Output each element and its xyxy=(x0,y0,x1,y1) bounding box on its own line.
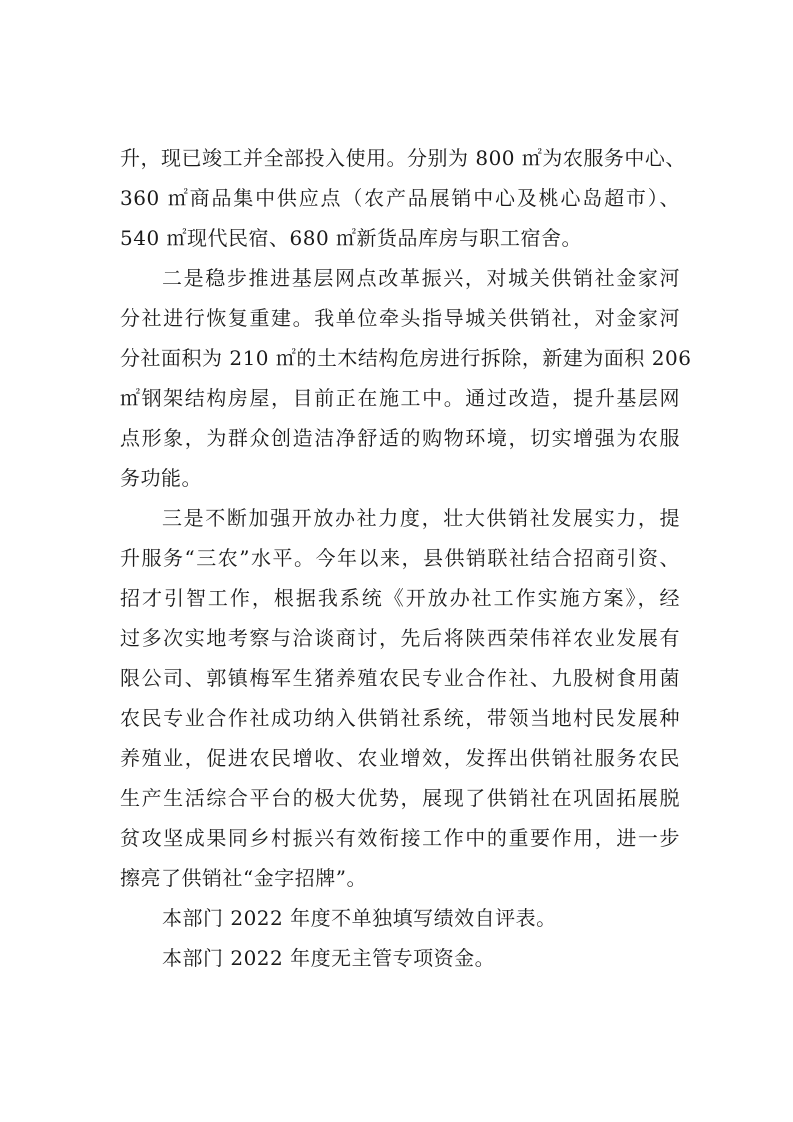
paragraph-3 xyxy=(120,498,680,898)
paragraph-line: ㎡钢架结构房屋，目前正在施工中。通过改造，提升基层网 xyxy=(120,386,680,410)
paragraph-line: 务功能。 xyxy=(120,466,202,490)
paragraph-line: 二是稳步推进基层网点改革振兴，对城关供销社金家河 xyxy=(162,266,680,290)
paragraph-line: 540 ㎡现代民宿、680 ㎡新货品库房与职工宿舍。 xyxy=(120,226,583,250)
paragraph-1 xyxy=(120,138,686,258)
paragraph-2 xyxy=(120,258,692,498)
paragraph-line: 本部门 2022 年度无主管专项资金。 xyxy=(162,946,496,970)
paragraph-line: 擦亮了供销社“金字招牌”。 xyxy=(120,866,367,890)
paragraph-line: 点形象，为群众创造洁净舒适的购物环境，切实增强为农服 xyxy=(120,426,680,450)
paragraph-line: 养殖业，促进农民增收、农业增效，发挥出供销社服务农民 xyxy=(120,746,680,770)
paragraph-line: 生产生活综合平台的极大优势，展现了供销社在巩固拓展脱 xyxy=(120,786,680,810)
paragraph-line: 三是不断加强开放办社力度，壮大供销社发展实力，提 xyxy=(162,506,680,530)
document-body xyxy=(120,138,692,978)
paragraph-line: 贫攻坚成果同乡村振兴有效衔接工作中的重要作用，进一步 xyxy=(120,826,680,850)
paragraph-line: 分社进行恢复重建。我单位牵头指导城关供销社，对金家河 xyxy=(120,306,680,330)
paragraph-line: 本部门 2022 年度不单独填写绩效自评表。 xyxy=(162,906,557,930)
paragraph-line: 农民专业合作社成功纳入供销社系统，带领当地村民发展种 xyxy=(120,706,680,730)
paragraph-line: 升服务“三农”水平。今年以来，县供销联社结合招商引资、 xyxy=(120,546,680,570)
paragraph-4 xyxy=(120,898,680,938)
paragraph-line: 招才引智工作，根据我系统《开放办社工作实施方案》，经 xyxy=(120,586,680,610)
paragraph-line: 360 ㎡商品集中供应点（农产品展销中心及桃心岛超市）、 xyxy=(120,186,680,210)
paragraph-line: 升，现已竣工并全部投入使用。分别为 800 ㎡为农服务中心、 xyxy=(120,146,686,170)
paragraph-5 xyxy=(120,938,680,978)
paragraph-line: 限公司、郭镇梅军生猪养殖农民专业合作社、九股树食用菌 xyxy=(120,666,680,690)
paragraph-line: 分社面积为 210 ㎡的土木结构危房进行拆除，新建为面积 206 xyxy=(120,346,692,370)
paragraph-line: 过多次实地考察与洽谈商讨，先后将陕西荣伟祥农业发展有 xyxy=(120,626,680,650)
